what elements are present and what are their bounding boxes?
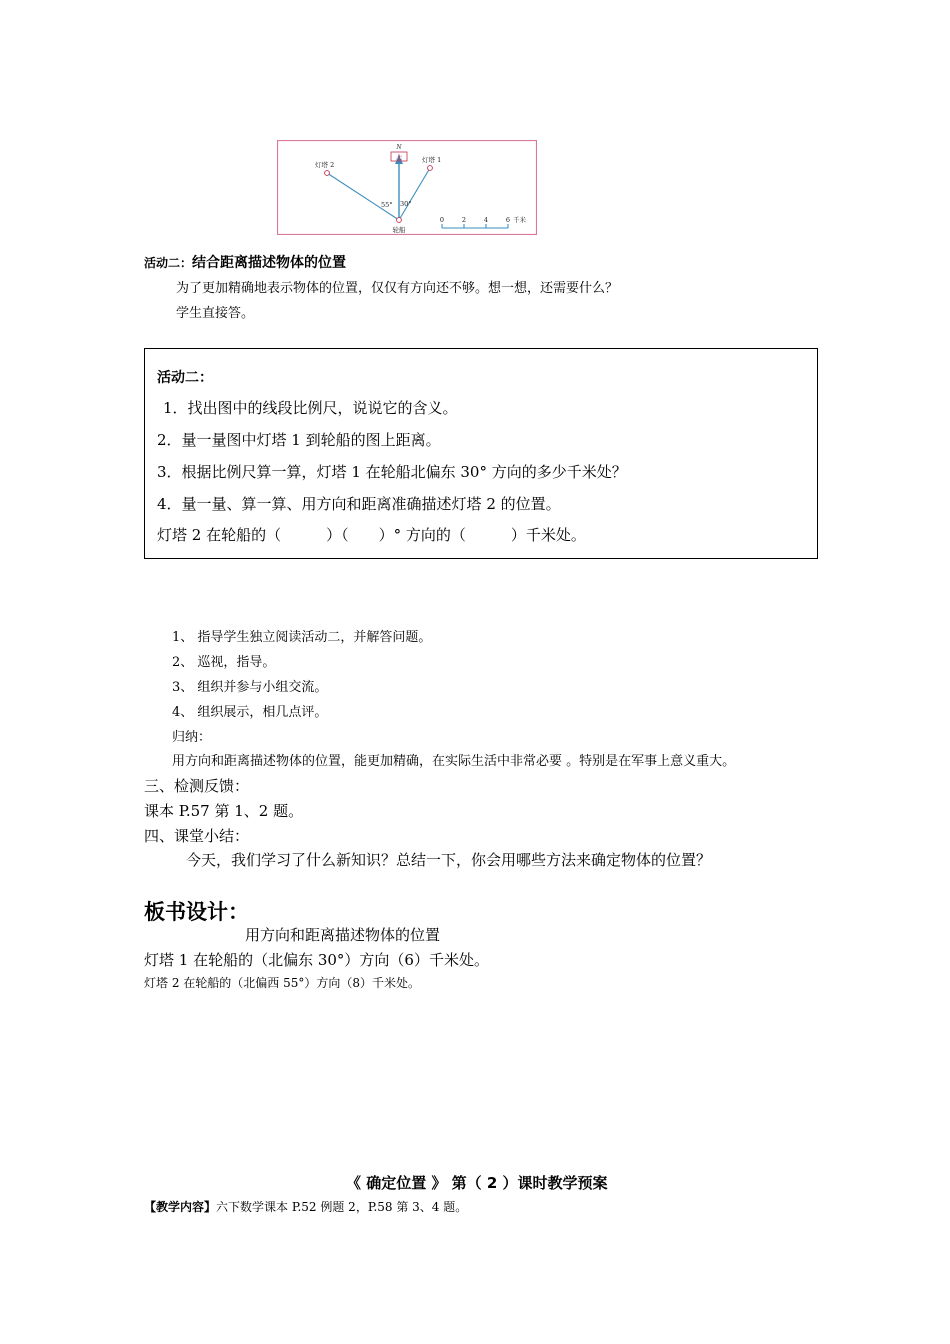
angle-left-label: 55° <box>381 201 393 209</box>
section3-text: 课本 P.57 第 1、2 题。 <box>144 802 304 820</box>
board-heading: 板书设计： <box>144 900 249 924</box>
activity-box <box>144 348 818 559</box>
north-label: 北 <box>395 153 403 162</box>
lighthouse1-marker <box>428 166 433 171</box>
lighthouse1-label: 灯塔 1 <box>422 156 442 164</box>
guide-step-4: 4、 组织展示，相几点评。 <box>172 705 328 720</box>
scale-tick-4: 4 <box>483 216 489 224</box>
activity-item-3: 3．根据比例尺算一算，灯塔 1 在轮船北偏东 30° 方向的多少千米处？ <box>157 463 627 481</box>
activity-item-4: 4．量一量、算一算、用方向和距离准确描述灯塔 2 的位置。 <box>157 495 561 513</box>
intro-question: 为了更加精确地表示物体的位置，仅仅有方向还不够。想一想，还需要什么？ <box>176 281 619 296</box>
activity2-title: 结合距离描述物体的位置 <box>192 255 347 271</box>
north-letter: N <box>396 144 402 151</box>
section3-heading: 三、检测反馈： <box>144 777 250 795</box>
guide-step-2: 2、 巡视，指导。 <box>172 655 276 670</box>
guide-step-3: 3、 组织并参与小组交流。 <box>172 680 328 695</box>
lighthouse2-marker <box>325 171 330 176</box>
ship-label: 轮船 <box>392 226 406 234</box>
scale-tick-2: 2 <box>461 216 467 224</box>
board-title: 用方向和距离描述物体的位置 <box>245 926 441 944</box>
board-line-2: 灯塔 2 在轮船的（北偏西 55°）方向（8）千米处。 <box>144 976 420 990</box>
intro-answer: 学生直接答。 <box>176 306 255 321</box>
activity-item-1: 1．找出图中的线段比例尺，说说它的含义。 <box>163 399 458 417</box>
scale-unit: 千米 <box>513 216 526 224</box>
angle-right-label: 30° <box>400 200 412 208</box>
scale-tick-0: 0 <box>439 216 445 224</box>
activity-item-2: 2．量一量图中灯塔 1 到轮船的图上距离。 <box>157 431 441 449</box>
board-line-1: 灯塔 1 在轮船的（北偏东 30°）方向（6）千米处。 <box>144 951 489 969</box>
activity-box-title: 活动二： <box>157 370 213 386</box>
lighthouse2-label: 灯塔 2 <box>315 161 335 169</box>
next-lesson-title: 《 确定位置 》 第（ 2 ）课时教学预案 <box>346 1174 608 1192</box>
section4-heading: 四、课堂小结： <box>144 827 250 845</box>
next-lesson-content-label: 【教学内容】 <box>144 1200 217 1214</box>
summary-label: 归纳： <box>172 730 212 745</box>
activity2-prefix: 活动二： <box>144 256 193 270</box>
summary-text: 用方向和距离描述物体的位置，能更加精确，在实际生活中非常必要 。特别是在军事上意义重大。 <box>172 754 736 769</box>
lighthouse-compass-figure <box>277 140 537 235</box>
activity2-heading <box>144 252 346 272</box>
guide-step-1: 1、 指导学生独立阅读活动二，并解答问题。 <box>172 630 432 645</box>
ship-marker <box>397 218 402 223</box>
next-lesson-content-text: 六下数学课本 P.52 例题 2，P.58 第 3、4 题。 <box>216 1200 468 1214</box>
next-lesson-content <box>144 1198 467 1215</box>
scale-tick-6: 6 <box>505 216 511 224</box>
section4-text: 今天，我们学习了什么新知识？总结一下，你会用哪些方法来确定物体的位置？ <box>186 851 712 869</box>
activity-fill-line: 灯塔 2 在轮船的（ ）（ ）° 方向的（ ）千米处。 <box>157 526 586 544</box>
